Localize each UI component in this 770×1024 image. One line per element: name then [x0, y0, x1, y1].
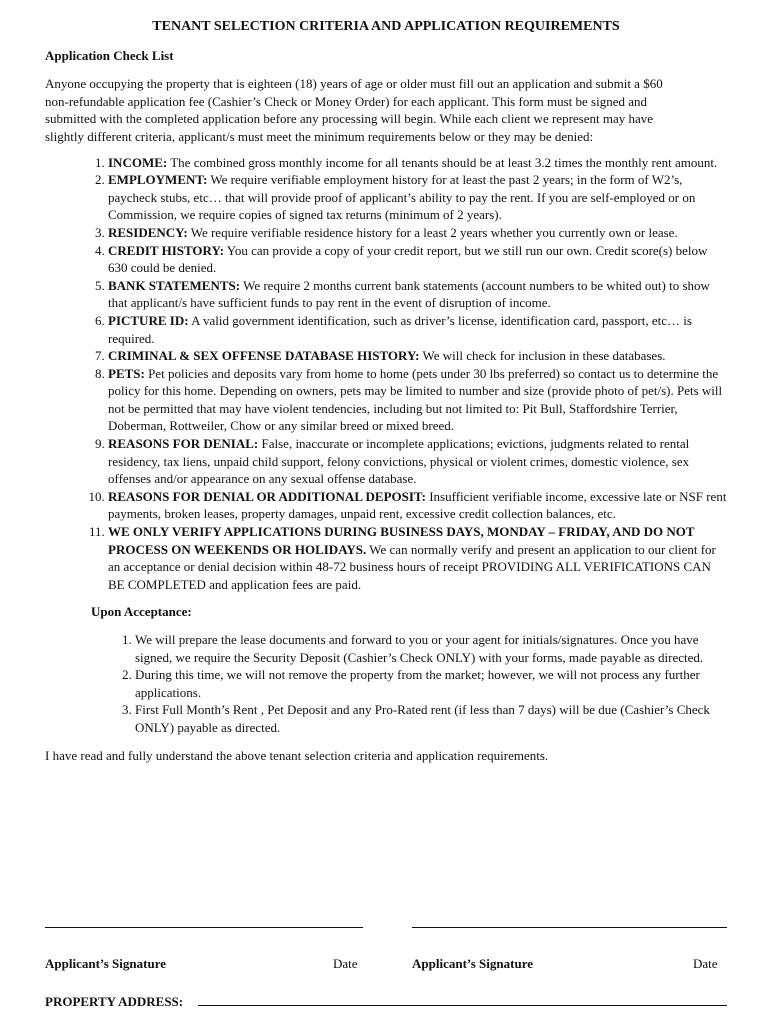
criteria-term: EMPLOYMENT: [108, 172, 208, 188]
criteria-list [45, 154, 727, 594]
date-label-2: Date [693, 956, 718, 971]
criteria-text: A valid government identification, such as driver’s license, identification card, passport, etc… is required. [108, 312, 692, 346]
criteria-term: WE ONLY VERIFY APPLICATIONS DURING BUSINESS DAYS, MONDAY – FRIDAY, AND DO NOT PROCESS ON WEEKENDS OR HOLIDAYS. [108, 524, 695, 557]
property-address-line[interactable] [198, 1005, 727, 1006]
criteria-term: INCOME: [108, 154, 168, 170]
criteria-item [108, 435, 727, 488]
criteria-item [108, 224, 727, 242]
criteria-term: PETS: [108, 365, 145, 381]
criteria-text: We require verifiable residence history for a least 2 years whether you currently own or lease. [187, 224, 678, 240]
applicant-signature-label-2: Applicant’s Signature [412, 956, 533, 971]
criteria-item [108, 312, 727, 347]
criteria-item [108, 171, 727, 224]
acknowledgement-statement: I have read and fully understand the above tenant selection criteria and application requirements. [45, 747, 549, 763]
applicant-signature-label-1: Applicant’s Signature [45, 956, 166, 971]
criteria-text: You can provide a copy of your credit report, but we still run our own. Credit score(s) below 630 could be denied. [108, 242, 708, 276]
checklist-heading: Application Check List [45, 47, 174, 63]
criteria-text: Pet policies and deposits vary from home to home (pets under 30 lbs preferred) so contact us to determine the policy for this home. Depending on owners, pets may be limited to number and size (provide photo of pet/s). Pets will not be permitted that may have violent tendencies, including but not limited to: Pit Bull, Staffordshire Terrier, Doberman, Rottweiler, Chow or any similar breed or mixed breed. [108, 365, 723, 434]
criteria-item [108, 523, 727, 593]
criteria-term: REASONS FOR DENIAL OR ADDITIONAL DEPOSIT: [108, 488, 426, 504]
acceptance-item: 2. During this time, we will not remove the property from the market; however, we will not process any further applications. [135, 666, 727, 701]
document-page [45, 18, 727, 1009]
criteria-term: RESIDENCY: [108, 224, 188, 240]
criteria-text: We require 2 months current bank statements (account numbers to be whited out) to show that applicant/s have sufficient funds to pay rent in the event of disruption of income. [108, 277, 710, 311]
criteria-term: CRIMINAL & SEX OFFENSE DATABASE HISTORY: [108, 348, 420, 364]
date-label-1: Date [333, 956, 358, 971]
property-address-row [45, 993, 727, 1011]
signature-line-2[interactable] [412, 927, 727, 928]
criteria-item [108, 347, 727, 365]
criteria-text: Insufficient verifiable income, excessive late or NSF rent payments, broken leases, property damages, unpaid rent, excessive credit collection balances, etc. [108, 488, 727, 522]
criteria-text: We will check for inclusion in these databases. [419, 348, 666, 364]
document-title: TENANT SELECTION CRITERIA AND APPLICATION REQUIREMENTS [152, 19, 620, 34]
acceptance-item: 1. We will prepare the lease documents and forward to you or your agent for initials/signatures. Once you have signed, we require the Security Deposit (Cashier’s Check ONLY) with your forms, made payable as directed. [135, 631, 727, 666]
criteria-item [108, 242, 727, 277]
criteria-term: REASONS FOR DENIAL: [108, 436, 259, 452]
intro-paragraph: Anyone occupying the property that is eighteen (18) years of age or older must fill out an application and submit a $60 non-refundable application fee (Cashier’s Check or Money Order) for each applicant. This form must be signed and submitted with the completed application before any processing will begin. While each client we represent may have slightly different criteria, applicant/s must meet the minimum requirements below or they may be denied: [45, 76, 663, 144]
acceptance-item: 3. First Full Month’s Rent , Pet Deposit and any Pro-Rated rent (if less than 7 days) will be due (Cashier’s Check ONLY) payable as directed. [135, 701, 727, 736]
acceptance-heading: Upon Acceptance: [91, 604, 192, 620]
criteria-item [108, 488, 727, 523]
criteria-term: BANK STATEMENTS: [108, 277, 241, 293]
criteria-item [108, 154, 727, 172]
property-address-label: PROPERTY ADDRESS: [45, 994, 184, 1009]
signature-line-1[interactable] [45, 927, 363, 928]
criteria-text: The combined gross monthly income for all tenants should be at least 3.2 times the monthly rent amount. [167, 154, 718, 170]
criteria-text: We require verifiable employment history for at least the past 2 years; in the form of W2’s, paycheck stubs, etc… that will provide proof of applicant’s ability to pay the rent. If you are self-employed or on Commission, we require copies of signed tax returns (minimum of 2 years). [108, 172, 696, 223]
criteria-text: We can normally verify and present an application to our client for an acceptance or denial decision within 48-72 business hours of receipt PROVIDING ALL VERIFICATIONS CAN BE COMPLETED and application fees are paid. [108, 541, 716, 592]
criteria-text: False, inaccurate or incomplete applications; evictions, judgments related to rental residency, tax liens, unpaid child support, felony convictions, physical or violent crimes, domestic violence, sex offenses and/or appearance on any sexual offense database. [108, 436, 690, 487]
acceptance-list [45, 631, 727, 737]
criteria-item [108, 365, 727, 435]
criteria-term: PICTURE ID: [108, 312, 189, 328]
criteria-term: CREDIT HISTORY: [108, 242, 224, 258]
criteria-item [108, 277, 727, 312]
